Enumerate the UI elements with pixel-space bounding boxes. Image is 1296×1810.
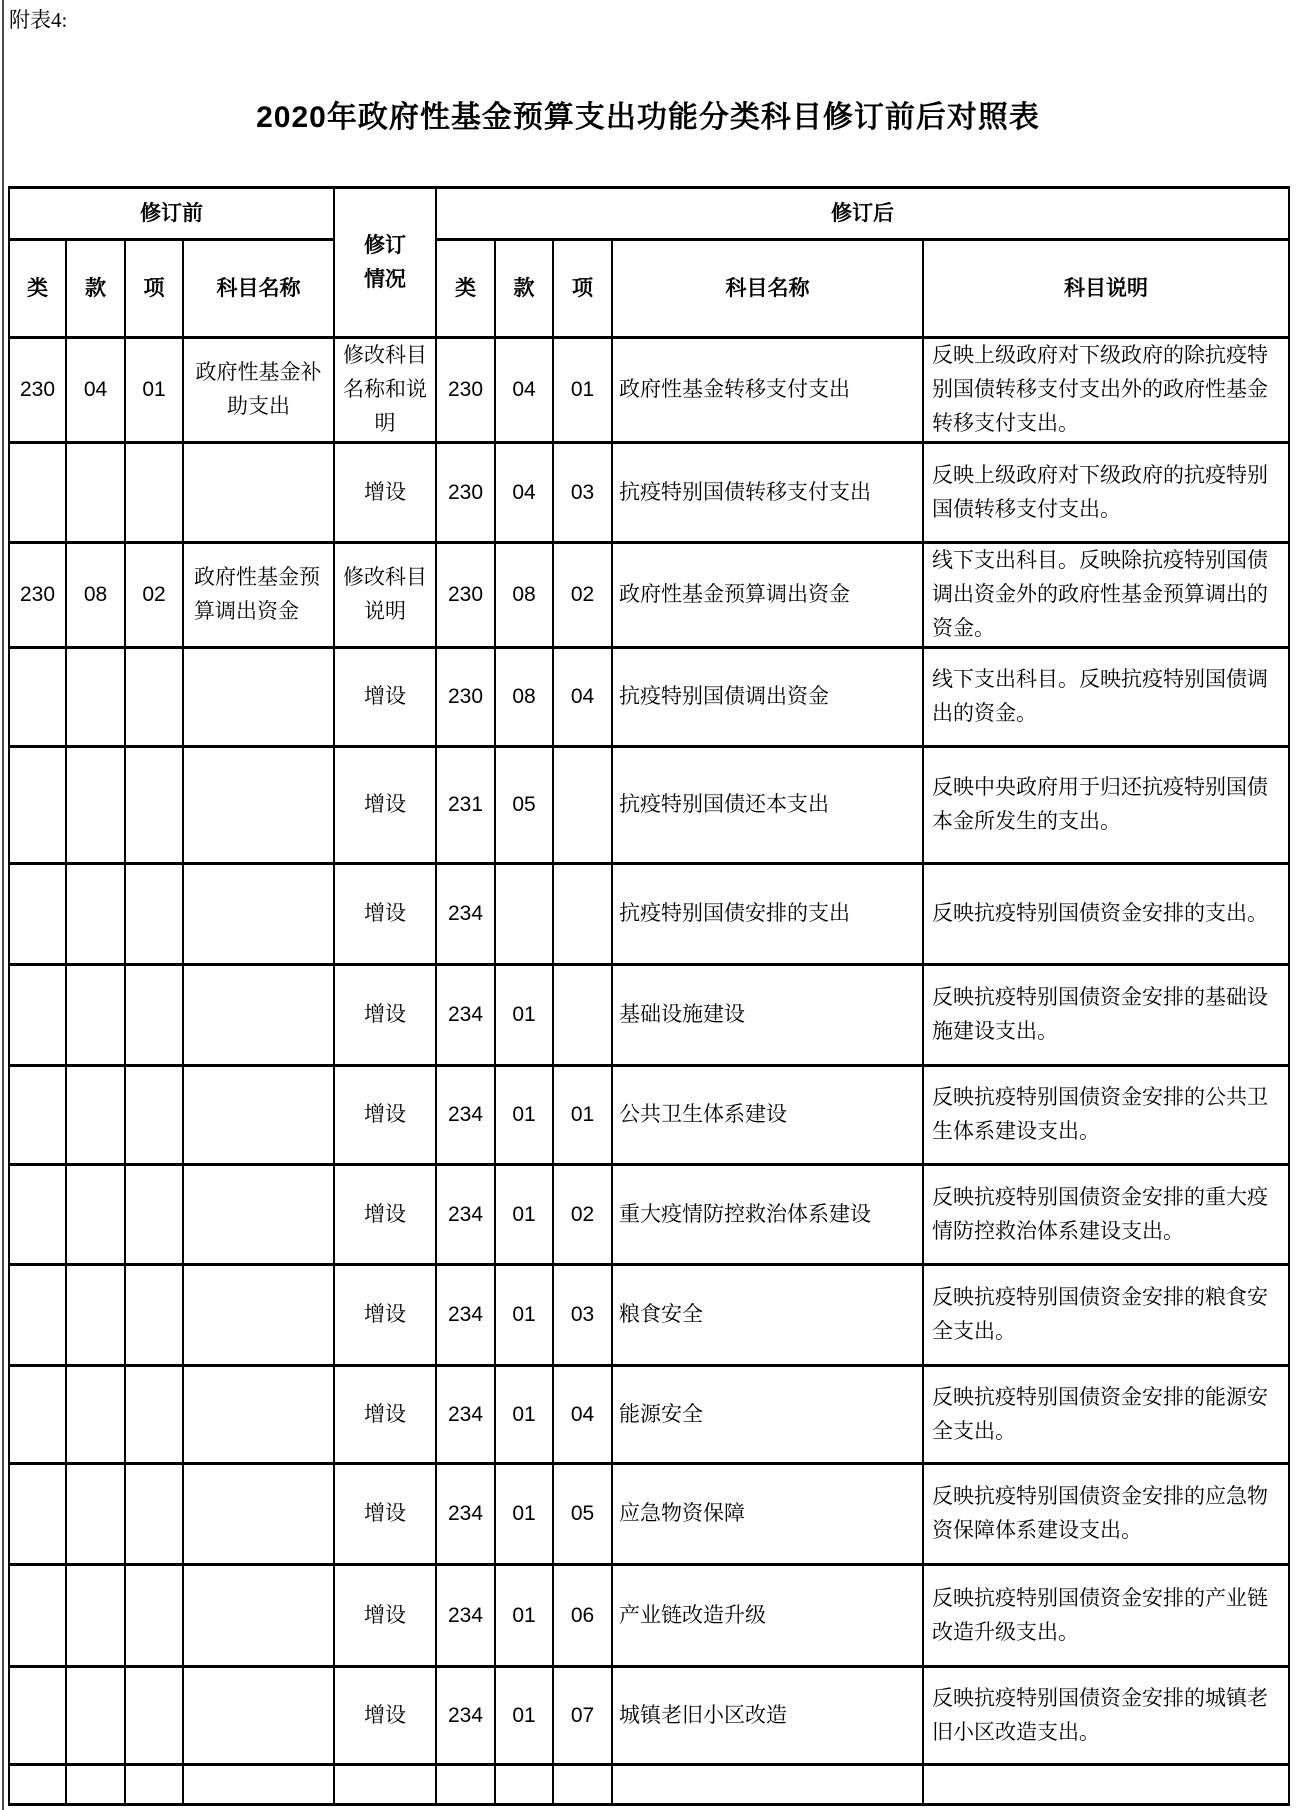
header-after-section: 款 [495, 240, 553, 338]
header-after-subject-description: 科目说明 [923, 240, 1289, 338]
cell-after-section: 01 [495, 1565, 553, 1667]
cell-after-class: 234 [436, 1366, 495, 1464]
cell-before-item [125, 443, 183, 543]
cell-after-class: 231 [436, 747, 495, 864]
appendix-label: 附表4: [9, 8, 68, 32]
cell-after-section: 01 [495, 1667, 553, 1765]
cell-after-class: 230 [436, 443, 495, 543]
cell-before-section [66, 747, 125, 864]
table-row [9, 965, 1289, 1066]
cell-after-subject-name: 能源安全 [612, 1366, 923, 1464]
cell-after-section: 01 [495, 1066, 553, 1165]
cell-after-item: 04 [553, 1366, 612, 1464]
table-row [9, 648, 1289, 747]
cell-after-class: 230 [436, 543, 495, 648]
table-row [9, 864, 1289, 965]
cell-after-subject-name: 基础设施建设 [612, 965, 923, 1066]
cell-before-subject-name [183, 443, 334, 543]
cell-before-item [125, 965, 183, 1066]
header-group-row [9, 188, 1289, 240]
cell-before-subject-name: 政府性基金预算调出资金 [183, 543, 334, 648]
cell-after-subject-description: 反映抗疫特别国债资金安排的城镇老旧小区改造支出。 [923, 1667, 1289, 1765]
cell-before-subject-name [183, 1066, 334, 1165]
cell-after-section: 05 [495, 747, 553, 864]
cell-empty [66, 1765, 125, 1805]
table-row [9, 1265, 1289, 1366]
cell-after-subject-description: 反映抗疫特别国债资金安排的粮食安全支出。 [923, 1265, 1289, 1366]
cell-after-subject-description: 反映抗疫特别国债资金安排的能源安全支出。 [923, 1366, 1289, 1464]
table-row [9, 1464, 1289, 1565]
cell-before-item [125, 648, 183, 747]
cell-before-subject-name [183, 1667, 334, 1765]
cell-empty [495, 1765, 553, 1805]
table-row [9, 338, 1289, 443]
cell-after-section: 08 [495, 648, 553, 747]
cell-before-item [125, 1066, 183, 1165]
cell-before-subject-name [183, 648, 334, 747]
cell-before-item: 01 [125, 338, 183, 443]
cell-empty [183, 1765, 334, 1805]
cell-before-class: 230 [9, 543, 66, 648]
cell-revision-status: 增设 [334, 965, 436, 1066]
cell-before-class [9, 864, 66, 965]
cell-before-class: 230 [9, 338, 66, 443]
cell-revision-status: 增设 [334, 1667, 436, 1765]
cell-after-item: 03 [553, 443, 612, 543]
cell-before-item: 02 [125, 543, 183, 648]
cell-after-subject-description: 反映抗疫特别国债资金安排的支出。 [923, 864, 1289, 965]
cell-before-item [125, 1165, 183, 1265]
cell-after-class: 234 [436, 1667, 495, 1765]
cell-before-section [66, 1464, 125, 1565]
cell-before-subject-name [183, 1265, 334, 1366]
table-row [9, 443, 1289, 543]
cell-empty [9, 1765, 66, 1805]
table-row [9, 747, 1289, 864]
cell-after-subject-name: 重大疫情防控救治体系建设 [612, 1165, 923, 1265]
header-before-class: 类 [9, 240, 66, 338]
cell-after-subject-name: 抗疫特别国债转移支付支出 [612, 443, 923, 543]
cell-before-subject-name [183, 747, 334, 864]
cell-empty [612, 1765, 923, 1805]
cell-after-subject-name: 产业链改造升级 [612, 1565, 923, 1667]
cell-empty [334, 1765, 436, 1805]
cell-revision-status: 增设 [334, 648, 436, 747]
cell-after-section: 04 [495, 443, 553, 543]
cell-before-section [66, 1165, 125, 1265]
cell-after-subject-description: 反映上级政府对下级政府的抗疫特别国债转移支付支出。 [923, 443, 1289, 543]
cell-after-subject-description: 反映抗疫特别国债资金安排的重大疫情防控救治体系建设支出。 [923, 1165, 1289, 1265]
cell-revision-status: 增设 [334, 1464, 436, 1565]
cell-revision-status: 增设 [334, 747, 436, 864]
cell-before-subject-name [183, 1464, 334, 1565]
cell-before-subject-name [183, 1165, 334, 1265]
cell-after-subject-description: 反映抗疫特别国债资金安排的应急物资保障体系建设支出。 [923, 1464, 1289, 1565]
cell-after-section [495, 864, 553, 965]
cell-before-class [9, 1667, 66, 1765]
cell-before-section [66, 965, 125, 1066]
header-before-subject-name: 科目名称 [183, 240, 334, 338]
cell-after-item [553, 965, 612, 1066]
cell-before-section: 08 [66, 543, 125, 648]
cell-before-class [9, 1366, 66, 1464]
cell-before-section [66, 1265, 125, 1366]
header-before-item: 项 [125, 240, 183, 338]
cell-before-section: 04 [66, 338, 125, 443]
cell-after-subject-name: 粮食安全 [612, 1265, 923, 1366]
cell-before-class [9, 1066, 66, 1165]
cell-before-class [9, 1565, 66, 1667]
cell-after-item: 07 [553, 1667, 612, 1765]
cell-before-class [9, 1165, 66, 1265]
table-row [9, 1366, 1289, 1464]
cell-after-class: 234 [436, 1464, 495, 1565]
cell-after-item: 02 [553, 1165, 612, 1265]
cell-before-class [9, 965, 66, 1066]
cell-after-item: 02 [553, 543, 612, 648]
header-revision-group: 修订 情况 [334, 188, 436, 338]
cell-revision-status: 增设 [334, 1165, 436, 1265]
cell-revision-status: 增设 [334, 1565, 436, 1667]
cell-after-subject-description: 反映抗疫特别国债资金安排的基础设施建设支出。 [923, 965, 1289, 1066]
cell-before-class [9, 1265, 66, 1366]
cell-empty [125, 1765, 183, 1805]
cell-after-item: 04 [553, 648, 612, 747]
header-columns-row [9, 240, 1289, 338]
cell-after-item: 01 [553, 1066, 612, 1165]
cell-after-item: 01 [553, 338, 612, 443]
cell-after-subject-name: 抗疫特别国债还本支出 [612, 747, 923, 864]
header-after-group: 修订后 [436, 188, 1289, 240]
cell-before-item [125, 1464, 183, 1565]
cell-after-subject-description: 反映上级政府对下级政府的除抗疫特别国债转移支付支出外的政府性基金转移支付支出。 [923, 338, 1289, 443]
cell-before-class [9, 648, 66, 747]
header-after-class: 类 [436, 240, 495, 338]
cell-empty [436, 1765, 495, 1805]
cell-after-class: 230 [436, 338, 495, 443]
cell-after-item [553, 747, 612, 864]
cell-before-class [9, 747, 66, 864]
cell-before-item [125, 1265, 183, 1366]
table-row [9, 1565, 1289, 1667]
cell-before-section [66, 648, 125, 747]
cell-revision-status: 修改科目说明 [334, 543, 436, 648]
page-left-edge-line [2, 0, 4, 1810]
cell-before-class [9, 443, 66, 543]
header-after-item: 项 [553, 240, 612, 338]
cell-after-subject-name: 抗疫特别国债安排的支出 [612, 864, 923, 965]
cell-revision-status: 增设 [334, 1066, 436, 1165]
cell-before-item [125, 1565, 183, 1667]
cell-before-section [66, 1366, 125, 1464]
cell-after-item: 03 [553, 1265, 612, 1366]
cell-revision-status: 增设 [334, 1265, 436, 1366]
cell-before-item [125, 747, 183, 864]
cell-after-section: 01 [495, 1165, 553, 1265]
cell-after-subject-description: 反映抗疫特别国债资金安排的产业链改造升级支出。 [923, 1565, 1289, 1667]
page-title: 2020年政府性基金预算支出功能分类科目修订前后对照表 [256, 101, 1040, 134]
cell-after-class: 234 [436, 965, 495, 1066]
cell-empty [553, 1765, 612, 1805]
cell-after-class: 234 [436, 1565, 495, 1667]
cell-before-subject-name [183, 1565, 334, 1667]
cell-before-item [125, 1366, 183, 1464]
cell-before-section [66, 443, 125, 543]
cell-after-subject-name: 城镇老旧小区改造 [612, 1667, 923, 1765]
cell-revision-status: 增设 [334, 443, 436, 543]
cell-after-subject-name: 抗疫特别国债调出资金 [612, 648, 923, 747]
cell-after-class: 234 [436, 1165, 495, 1265]
cell-after-item: 05 [553, 1464, 612, 1565]
cell-after-class: 234 [436, 864, 495, 965]
cell-after-subject-name: 政府性基金预算调出资金 [612, 543, 923, 648]
header-before-group: 修订前 [9, 188, 334, 240]
cell-before-item [125, 1667, 183, 1765]
cell-after-section: 01 [495, 1265, 553, 1366]
cell-before-subject-name: 政府性基金补助支出 [183, 338, 334, 443]
cell-after-section: 08 [495, 543, 553, 648]
table-row-partial [9, 1765, 1289, 1805]
cell-after-subject-description: 线下支出科目。反映除抗疫特别国债调出资金外的政府性基金预算调出的资金。 [923, 543, 1289, 648]
table-row [9, 1667, 1289, 1765]
cell-after-subject-name: 应急物资保障 [612, 1464, 923, 1565]
table-row [9, 543, 1289, 648]
cell-before-subject-name [183, 864, 334, 965]
cell-after-subject-description: 线下支出科目。反映抗疫特别国债调出的资金。 [923, 648, 1289, 747]
header-after-subject-name: 科目名称 [612, 240, 923, 338]
cell-before-class [9, 1464, 66, 1565]
cell-after-section: 01 [495, 1366, 553, 1464]
cell-after-section: 04 [495, 338, 553, 443]
cell-after-item [553, 864, 612, 965]
cell-after-subject-description: 反映中央政府用于归还抗疫特别国债本金所发生的支出。 [923, 747, 1289, 864]
cell-revision-status: 增设 [334, 1366, 436, 1464]
cell-after-subject-name: 政府性基金转移支付支出 [612, 338, 923, 443]
cell-after-section: 01 [495, 1464, 553, 1565]
cell-before-subject-name [183, 1366, 334, 1464]
cell-after-section: 01 [495, 965, 553, 1066]
cell-revision-status: 修改科目名称和说明 [334, 338, 436, 443]
cell-after-class: 234 [436, 1265, 495, 1366]
table-row [9, 1066, 1289, 1165]
cell-after-item: 06 [553, 1565, 612, 1667]
cell-before-section [66, 864, 125, 965]
cell-after-class: 234 [436, 1066, 495, 1165]
cell-revision-status: 增设 [334, 864, 436, 965]
cell-before-section [66, 1565, 125, 1667]
cell-after-subject-name: 公共卫生体系建设 [612, 1066, 923, 1165]
header-before-section: 款 [66, 240, 125, 338]
comparison-table [8, 186, 1290, 1806]
cell-before-item [125, 864, 183, 965]
cell-after-subject-description: 反映抗疫特别国债资金安排的公共卫生体系建设支出。 [923, 1066, 1289, 1165]
table-row [9, 1165, 1289, 1265]
cell-after-class: 230 [436, 648, 495, 747]
cell-empty [923, 1765, 1289, 1805]
cell-before-section [66, 1667, 125, 1765]
cell-before-section [66, 1066, 125, 1165]
cell-before-subject-name [183, 965, 334, 1066]
